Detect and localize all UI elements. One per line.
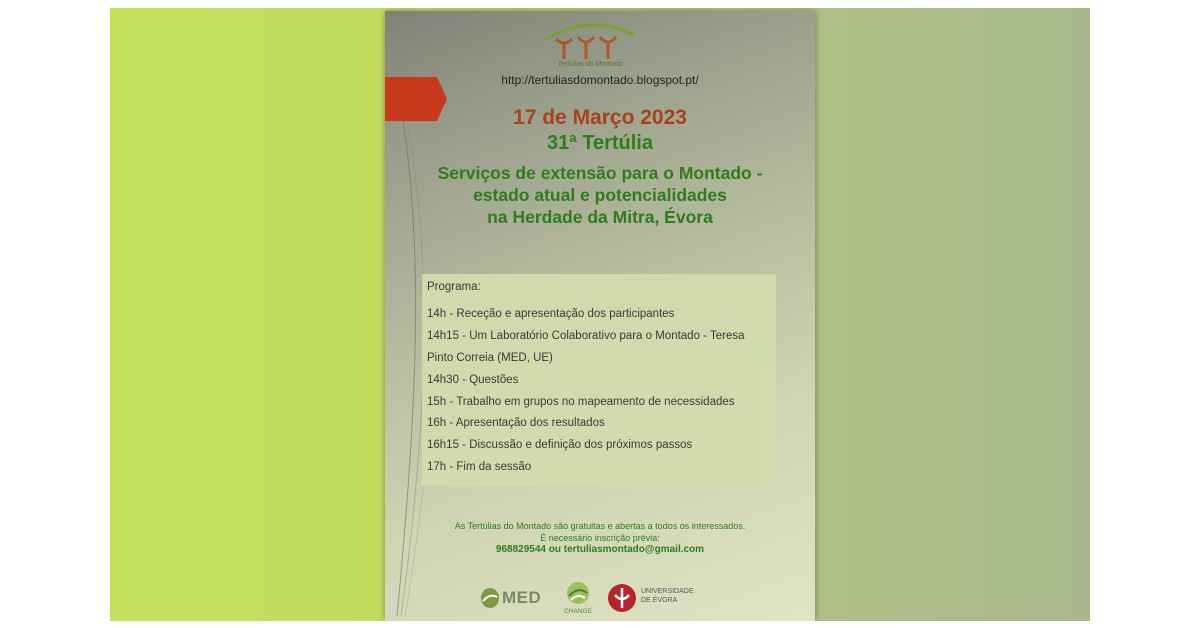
uevora-emblem-icon [607,583,637,613]
uevora-line: UNIVERSIDADE [641,588,694,595]
event-edition: 31ª Tertúlia [547,132,653,154]
event-title [385,162,815,228]
title-line: Serviços de extensão para o Montado - [437,163,763,183]
change-leaf-icon [563,579,593,607]
blog-url[interactable]: http://tertuliasdomontado.blogspot.pt/ [501,73,699,87]
change-logo-text: CHANGE [564,608,592,615]
event-poster [385,11,815,621]
background-stage [110,8,1090,621]
program-item: 15h - Trabalho em grupos no mapeamento de necessidades [427,395,735,408]
med-logo-text: MED [502,588,542,607]
program-item: 14h30 - Questões [427,373,519,386]
footer-line: As Tertúlias do Montado são gratuitas e abertas a todos os interessados. [454,521,746,531]
tertulias-logo [540,17,640,77]
contact-info[interactable]: 968829544 ou tertuliasmontado@gmail.com [495,544,705,555]
program-box [422,274,776,486]
med-leaf-icon [480,587,500,609]
title-line: estado atual e potencialidades [473,185,727,205]
title-line: na Herdade da Mitra, Évora [487,207,713,227]
logo-caption: Tertúlias do Montado [557,61,623,68]
program-item: 14h15 - Um Laboratório Colaborativo para o Montado - Teresa [427,329,745,342]
event-date: 17 de Março 2023 [513,106,687,129]
footer-info [385,521,815,556]
program-item: Pinto Correia (MED, UE) [427,351,553,364]
program-item: 16h15 - Discussão e definição dos próximos passos [427,439,693,452]
change-logo [563,579,593,619]
med-logo [480,587,542,614]
footer-line: É necessário inscrição prévia: [540,532,660,543]
program-item: 16h - Apresentação dos resultados [427,417,605,430]
program-item: 17h - Fim da sessão [427,461,532,474]
uevora-logo [607,583,694,618]
tree-logo-icon [542,17,638,61]
uevora-logo-text [641,587,694,605]
program-heading: Programa: [427,281,481,293]
uevora-line: DE ÉVORA [641,597,678,604]
program-item: 14h - Receção e apresentação dos participantes [427,308,675,320]
partner-logos [385,579,815,619]
